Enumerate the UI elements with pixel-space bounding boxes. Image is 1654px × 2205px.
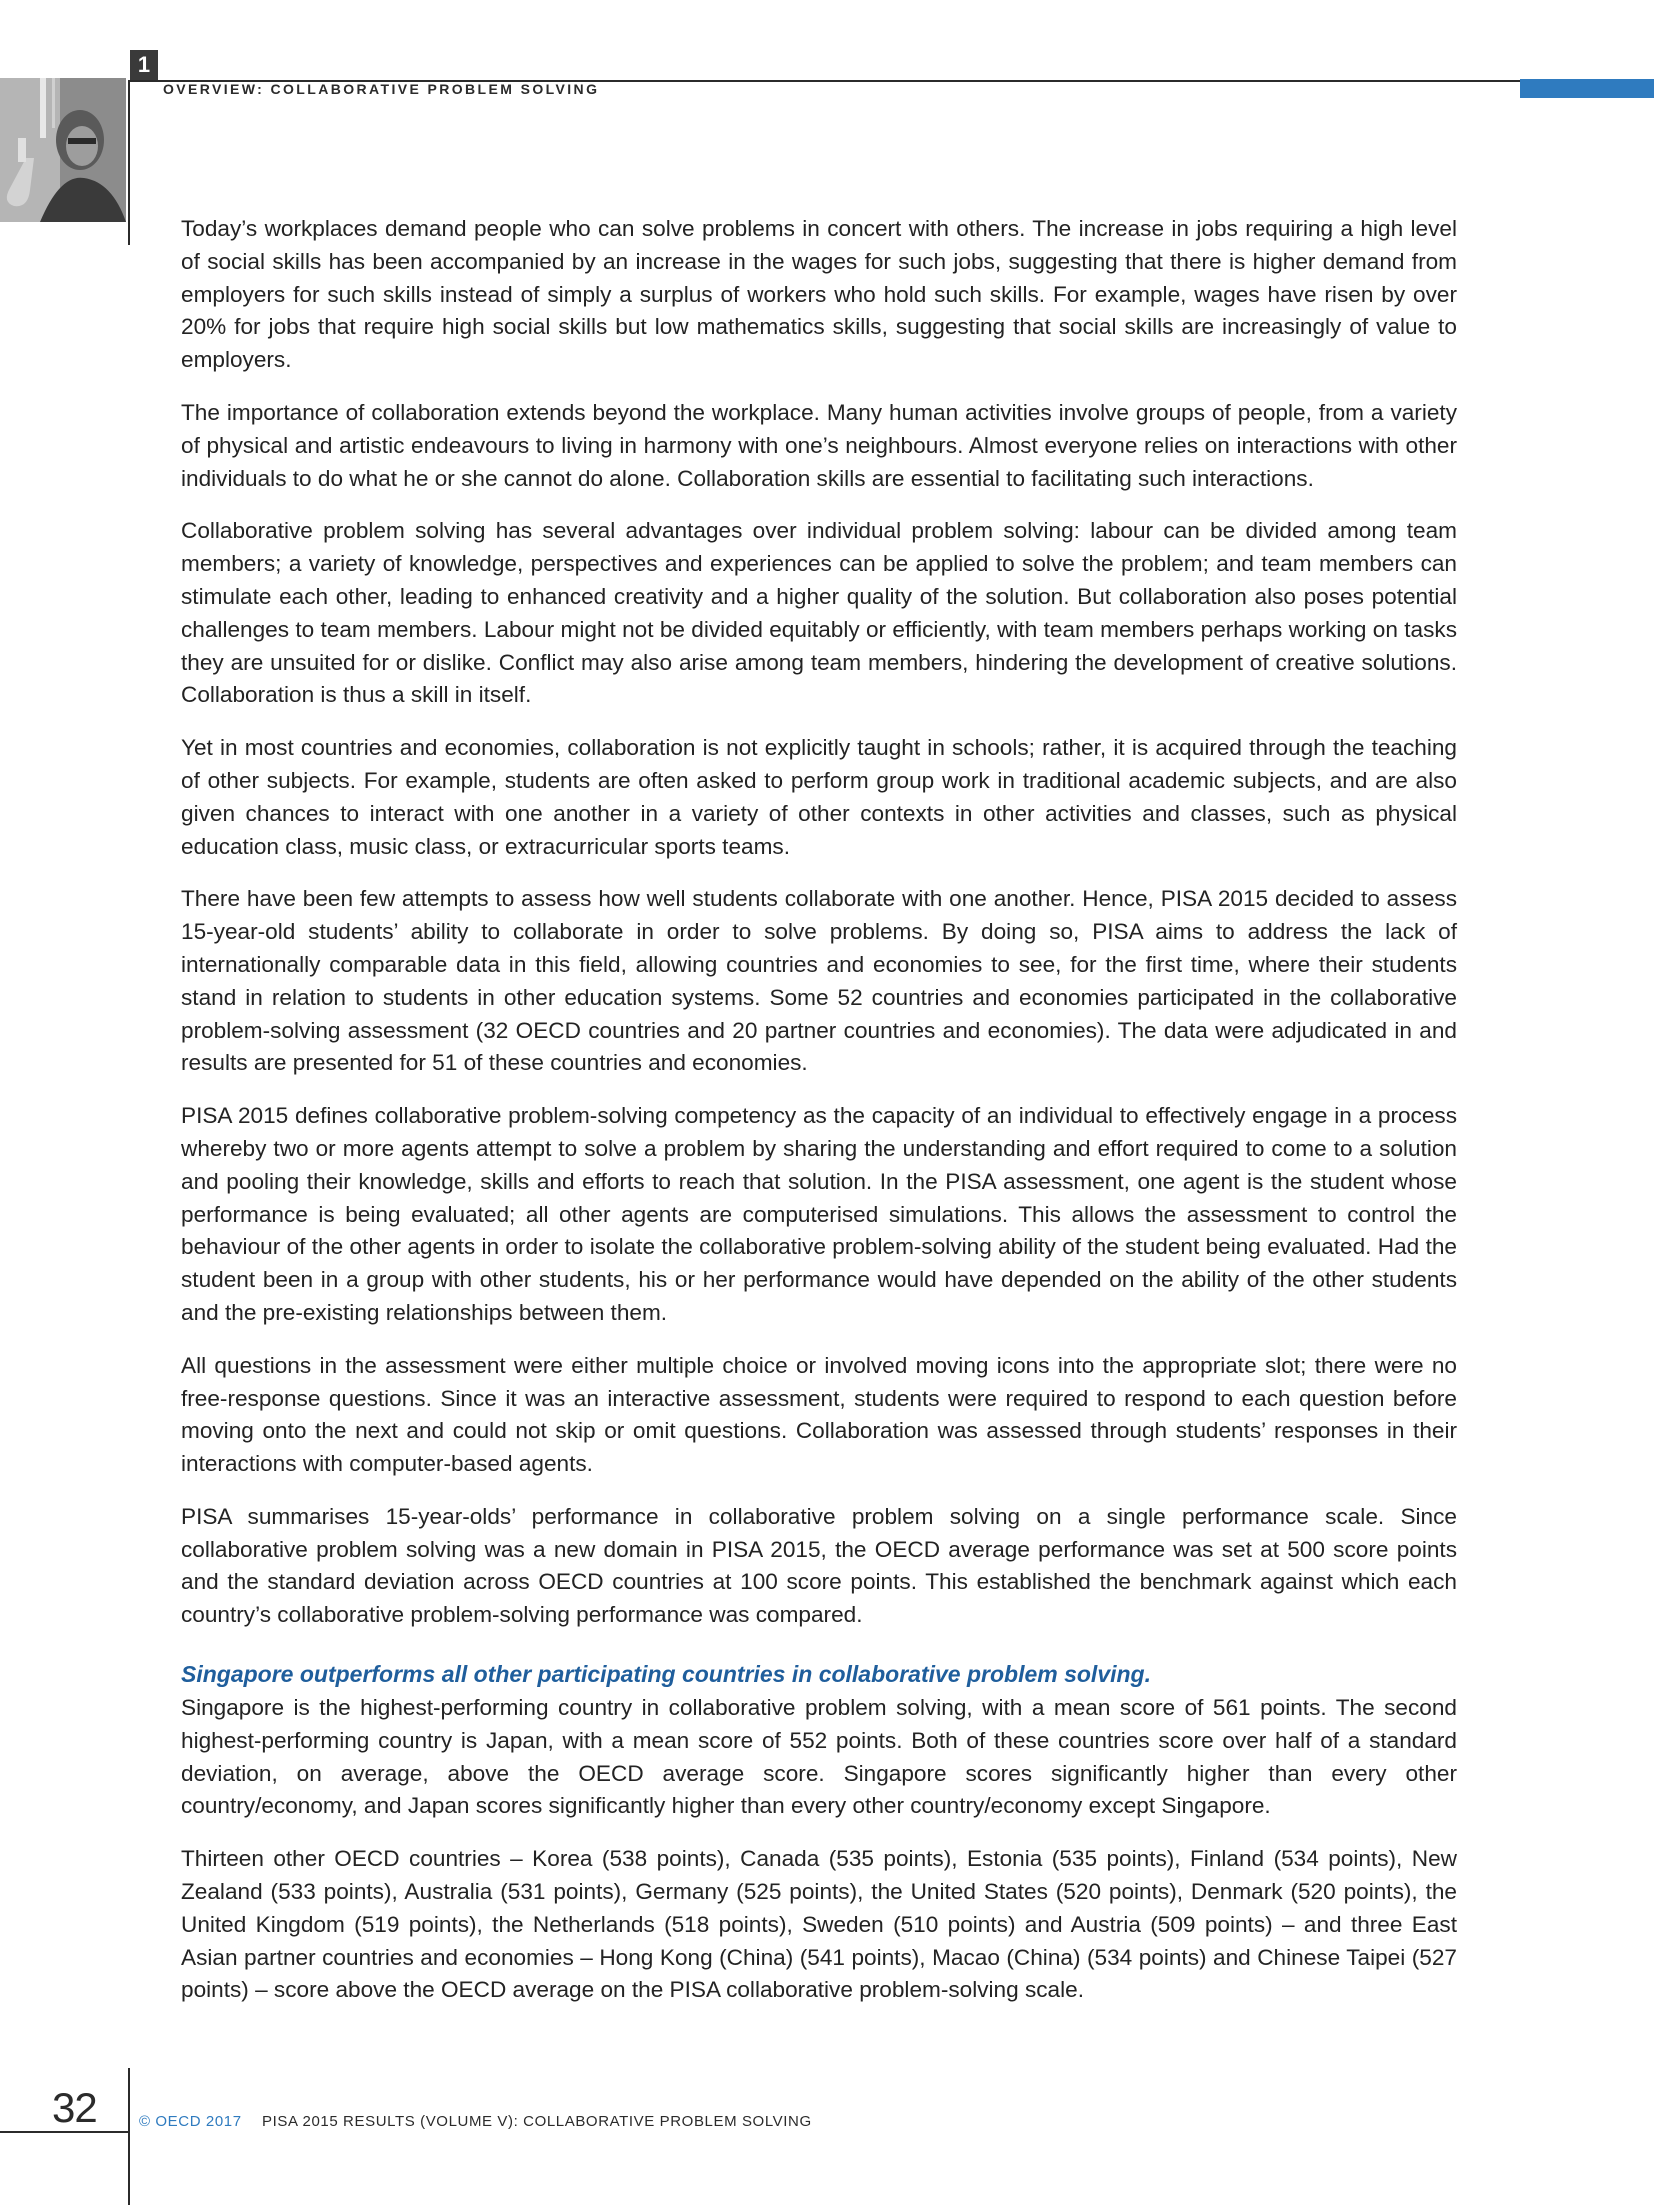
paragraph-singapore: Singapore is the highest-performing country in collaborative problem solving, with a mean score of 561 points. The second highest-performing country is Japan, with a mean score of 552 points. Both of these countries score over half of a standard deviation, on average, above the OECD average score. Singapore scores significantly higher than every other country/economy, and Japan scores significantly higher than every other country/economy except Singapore.	[181, 1695, 1457, 1819]
paragraph-definition: PISA 2015 defines collaborative problem-solving competency as the capacity of an individual to effectively engage in a process whereby two or more agents attempt to solve a problem by sharing the understanding and effort required to come to a solution and pooling their knowledge, skills and efforts to reach that solution. In the PISA assessment, one agent is the student whose performance is being evaluated; all other agents are computerised simulations. This allows the assessment to control the behaviour of the other agents in order to isolate the collaborative problem-solving ability of the student being evaluated. Had the student been in a group with other students, his or her performance would have depended on the ability of the other students and the pre-existing relationships between them.	[181, 1103, 1457, 1325]
footer-copyright: © OECD 2017	[139, 2113, 242, 2130]
paragraph-workplaces: Today’s workplaces demand people who can solve problems in concert with others. The increase in jobs requiring a high level of social skills has been accompanied by an increase in the wages for such jobs, suggesting that there is higher demand from employers for such skills instead of simply a surplus of workers who hold such skills. For example, wages have risen by over 20% for jobs that require high social skills but low mathematics skills, suggesting that social skills are increasingly of value to employers.	[181, 216, 1457, 373]
header-accent-bar	[1520, 79, 1654, 98]
paragraph-question-format: All questions in the assessment were either multiple choice or involved moving icons into the appropriate slot; there were no free-response questions. Since it was an interactive assessment, students were required to respond to each question before moving onto the next and could not skip or omit questions. Collaboration was assessed through students’ responses in their interactions with computer-based agents.	[181, 1352, 1457, 1477]
paragraph-assessment-aim: There have been few attempts to assess how well students collaborate with one another. Hence, PISA 2015 decided to assess 15-year-old students’ ability to collaborate in order to solve problems. By doing so, PISA aims to address the lack of internationally comparable data in this field, allowing countries and economies to see, for the first time, where their students stand in relation to students in other education systems. Some 52 countries and economies participated in the collaborative problem-solving assessment (32 OECD countries and 20 partner countries and economies). The data were adjudicated in and results are presented for 51 of these countries and economies.	[181, 886, 1457, 1076]
paragraph-importance: The importance of collaboration extends beyond the workplace. Many human activities involve groups of people, from a variety of physical and artistic endeavours to living in harmony with one’s neighbours. Almost everyone relies on interactions with other individuals to do what he or she cannot do alone. Collaboration skills are essential to facilitating such interactions.	[181, 399, 1457, 491]
footer-vertical-rule	[128, 2068, 130, 2205]
page-number: 32	[52, 2084, 97, 2131]
footer-publication-title: PISA 2015 RESULTS (VOLUME V): COLLABORATIVE PROBLEM SOLVING	[262, 2113, 812, 2130]
section-heading: Singapore outperforms all other participating countries in collaborative problem solving.	[181, 1661, 1151, 1688]
chapter-number-tab: 1	[130, 50, 158, 80]
running-title: OVERVIEW: COLLABORATIVE PROBLEM SOLVING	[163, 81, 600, 97]
main-content	[181, 213, 1457, 2027]
paragraph-schools: Yet in most countries and economies, collaboration is not explicitly taught in schools; rather, it is acquired through the teaching of other subjects. For example, students are often asked to perform group work in traditional academic subjects, and are also given chances to interact with one another in a variety of other contexts in other activities and classes, such as physical education class, music class, or extracurricular sports teams.	[181, 735, 1457, 859]
header-vertical-rule	[128, 80, 130, 245]
paragraph-other-countries: Thirteen other OECD countries – Korea (538 points), Canada (535 points), Estonia (535 points), Finland (534 points), New Zealand (533 points), Australia (531 points), Germany (525 points), the United States (520 points), Denmark (520 points), the United Kingdom (519 points), the Netherlands (518 points), Sweden (510 points) and Austria (509 points) – and three East Asian partner countries and economies – Hong Kong (China) (541 points), Macao (China) (534 points) and Chinese Taipei (527 points) – score above the OECD average on the PISA collaborative problem-solving scale.	[181, 1846, 1457, 2003]
scientist-photo-icon	[0, 78, 126, 222]
paragraph-performance-scale: PISA summarises 15-year-olds’ performance in collaborative problem solving on a single performance scale. Since collaborative problem solving was a new domain in PISA 2015, the OECD average performance was set at 500 score points and the standard deviation across OECD countries at 100 score points. This established the benchmark against which each country’s collaborative problem-solving performance was compared.	[181, 1503, 1457, 1628]
paragraph-advantages: Collaborative problem solving has several advantages over individual problem solving: labour can be divided among team members; a variety of knowledge, perspectives and experiences can be applied to solve the problem; and team members can stimulate each other, leading to enhanced creativity and a higher quality of the solution. But collaboration also poses potential challenges to team members. Labour might not be divided equitably or efficiently, with team members perhaps working on tasks they are unsuited for or dislike. Conflict may also arise among team members, hindering the development of creative solutions. Collaboration is thus a skill in itself.	[181, 518, 1457, 708]
header-photo	[0, 78, 126, 222]
